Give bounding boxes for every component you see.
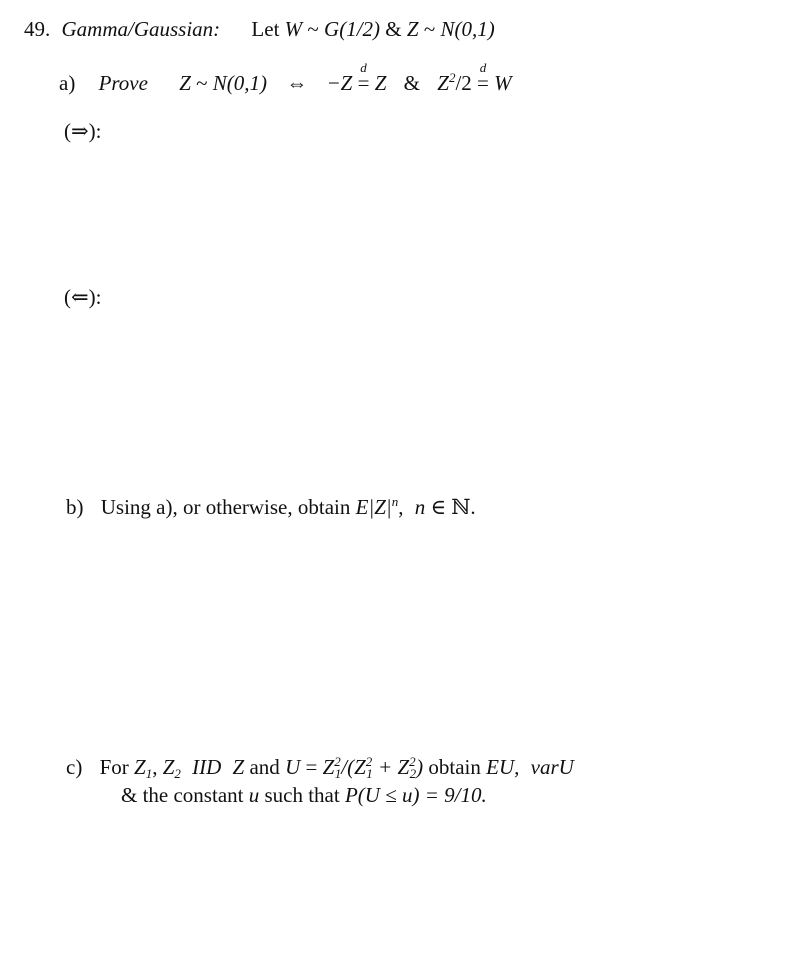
var-Z2: $Z_2$	[162, 755, 181, 781]
problem-header	[24, 17, 495, 42]
d-label: d	[479, 60, 487, 75]
part-c-line-2	[121, 783, 487, 808]
equals-symbol: =	[477, 71, 489, 95]
normal-dist: N(0,1)	[440, 17, 495, 41]
ampersand: &	[403, 71, 420, 95]
iff-symbol: ⇔	[286, 71, 308, 95]
normal-dist: N(0,1)	[212, 71, 268, 95]
var-W: W	[494, 71, 512, 95]
ampersand: &	[385, 17, 402, 41]
such-that-text: such that	[264, 783, 340, 807]
for-word: For	[99, 755, 129, 779]
var-Z: Z	[232, 755, 245, 779]
part-b-label: b)	[66, 495, 84, 519]
sim-symbol: ~	[307, 17, 319, 41]
and-word: and	[249, 755, 280, 779]
problem-number: 49.	[24, 17, 51, 41]
sim-symbol: ~	[196, 71, 208, 95]
probability-condition: P(U ≤ u) = 9/10.	[344, 783, 487, 807]
equal-in-distribution	[357, 60, 370, 96]
comma: ,	[398, 495, 404, 519]
equals-symbol: =	[357, 71, 370, 95]
equal-in-distribution	[477, 60, 489, 96]
part-b-statement	[66, 495, 476, 520]
var-u: u	[248, 783, 260, 807]
var-Z: Z	[374, 71, 387, 95]
part-c-label: c)	[66, 755, 83, 779]
backward-direction-label: (⇐):	[64, 285, 102, 309]
obtain-word: obtain	[428, 755, 481, 779]
naturals-symbol: ℕ.	[451, 495, 476, 519]
part-c-line-1	[66, 755, 574, 780]
var-Z-squared: $Z^2$	[437, 70, 456, 95]
element-of-symbol: ∈	[430, 495, 446, 519]
neg-Z: −Z	[326, 71, 353, 95]
comma: ,	[152, 755, 158, 779]
expectation-abs-Z: $E|Z|^n$	[355, 494, 399, 519]
gamma-dist: G(1/2)	[324, 17, 381, 41]
equals-symbol: =	[305, 755, 318, 779]
d-label: d	[360, 60, 367, 75]
constant-text: & the constant	[121, 783, 244, 807]
expected-U: EU,	[486, 755, 520, 779]
part-a-label: a)	[59, 71, 76, 95]
superscript-2: 2	[448, 70, 456, 85]
prove-word: Prove	[98, 71, 148, 95]
ratio-expression: $Z^2_1/(Z^2_1 + Z^2_2)$	[322, 754, 424, 781]
problem-title: Gamma/Gaussian:	[61, 17, 221, 41]
sim-symbol: ~	[423, 17, 436, 41]
variance-U: varU	[530, 755, 574, 779]
part-a-statement	[59, 60, 512, 96]
var-W: W	[284, 17, 303, 41]
forward-direction-label: (⇒):	[64, 119, 102, 143]
var-Z1: $Z_1$	[134, 755, 153, 781]
iid-word: IID	[192, 755, 222, 779]
superscript-n: n	[391, 494, 399, 509]
part-b-text: Using a), or otherwise, obtain	[100, 495, 351, 519]
var-Z: Z	[406, 17, 419, 41]
var-n: n	[414, 495, 426, 519]
problem-intro: Let	[251, 17, 280, 41]
over-two: /2	[455, 71, 472, 95]
var-Z: Z	[179, 71, 191, 95]
var-U: U	[285, 755, 301, 779]
